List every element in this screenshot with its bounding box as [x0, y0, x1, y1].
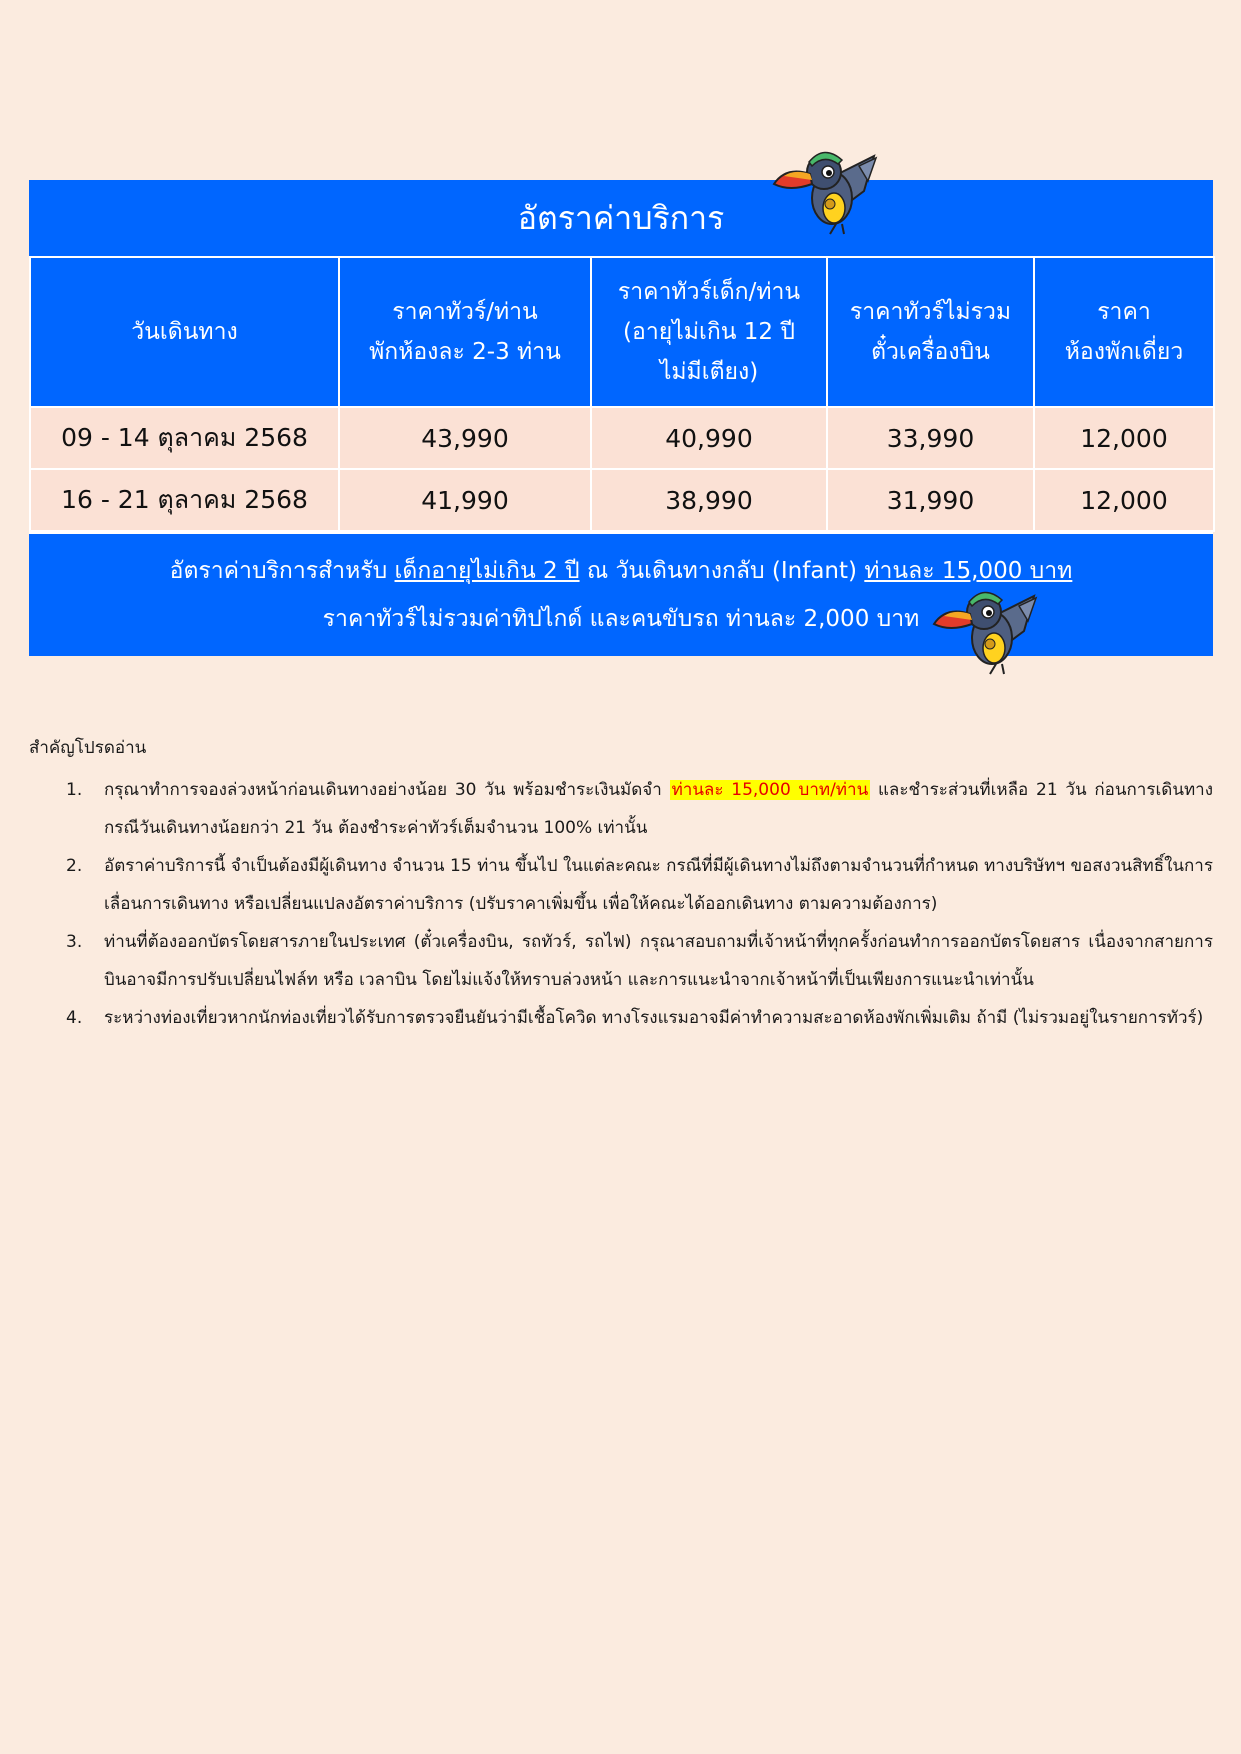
tip-note: ราคาทัวร์ไม่รวมค่าทิปไกด์ และคนขับรถ ท่านละ 2,000 บาท: [322, 606, 920, 632]
travel-date: 09 - 14 ตุลาคม 2568: [30, 407, 339, 469]
list-item: [29, 923, 1213, 999]
rates-table: [29, 256, 1215, 532]
header-travel-date: วันเดินทาง: [30, 257, 339, 407]
adult-price: 43,990: [339, 407, 591, 469]
item-number: 4.: [66, 1008, 83, 1028]
item-number: 2.: [66, 856, 83, 876]
child-price: 40,990: [591, 407, 827, 469]
no-flight-price: 33,990: [827, 407, 1034, 469]
travel-date: 16 - 21 ตุลาคม 2568: [30, 469, 339, 531]
list-item: [29, 847, 1213, 923]
item-number: 1.: [66, 780, 83, 800]
item-text: ระหว่างท่องเที่ยวหากนักท่องเที่ยวได้รับการตรวจยืนยันว่ามีเชื้อโควิด ทางโรงแรมอาจมีค่าทำความสะอาดห้องพักเพิ่มเติม ถ้ามี (ไม่รวมอยู่ในรายการทัวร์): [104, 1008, 1204, 1028]
important-list: [29, 771, 1213, 1037]
infant-note: อัตราค่าบริการสำหรับ เด็กอายุไม่เกิน 2 ปี ณ วันเดินทางกลับ (Infant) ท่านละ 15,000 บาท: [169, 558, 1073, 584]
price-block: [29, 180, 1213, 656]
item-number: 3.: [66, 932, 83, 952]
header-single-room: ราคา ห้องพักเดี่ยว: [1034, 257, 1214, 407]
item-text: กรุณาทำการจองล่วงหน้าก่อนเดินทางอย่างน้อย 30 วัน พร้อมชำระเงินมัดจำ ท่านละ 15,000 บาท/ท่าน และชำระส่วนที่เหลือ 21 วัน ก่อนการเดินทาง กรณีวันเดินทางน้อยกว่า 21 วัน ต้องชำระค่าทัวร์เต็มจำนวน 100% เท่านั้น: [104, 780, 1213, 838]
header-child-price: ราคาทัวร์เด็ก/ท่าน (อายุไม่เกิน 12 ปี ไม่มีเตียง): [591, 257, 827, 407]
list-item: [29, 999, 1213, 1037]
toucan-mascot-icon: [924, 576, 1044, 686]
no-flight-price: 31,990: [827, 469, 1034, 531]
item-text: อัตราค่าบริการนี้ จำเป็นต้องมีผู้เดินทาง จำนวน 15 ท่าน ขึ้นไป ในแต่ละคณะ กรณีที่มีผู้เดินทางไม่ถึงตามจำนวนที่กำหนด ทางบริษัทฯ ขอสงวนสิทธิ์ในการเลื่อนการเดินทาง หรือเปลี่ยนแปลงอัตราค่าบริการ (ปรับราคาเพิ่มขึ้น เพื่อให้คณะได้ออกเดินทาง ตามความต้องการ): [104, 856, 1213, 914]
rates-title-bar: [29, 180, 1213, 256]
header-no-flight-price: ราคาทัวร์ไม่รวม ตั๋วเครื่องบิน: [827, 257, 1034, 407]
adult-price: 41,990: [339, 469, 591, 531]
item-text: ท่านที่ต้องออกบัตรโดยสารภายในประเทศ (ตั๋วเครื่องบิน, รถทัวร์, รถไฟ) กรุณาสอบถามที่เจ้าหน้าที่ทุกครั้งก่อนทำการออกบัตรโดยสาร เนื่องจากสายการบินอาจมีการปรับเปลี่ยนไฟล์ท หรือ เวลาบิน โดยไม่แจ้งให้ทราบล่วงหน้า และการแนะนำจากเจ้าหน้าที่เป็นเพียงการแนะนำเท่านั้น: [104, 932, 1213, 990]
list-item: [29, 771, 1213, 847]
child-price: 38,990: [591, 469, 827, 531]
important-notes: [29, 734, 1213, 1037]
single-room-price: 12,000: [1034, 407, 1214, 469]
table-row: [30, 469, 1214, 531]
toucan-mascot-icon: [764, 136, 884, 246]
single-room-price: 12,000: [1034, 469, 1214, 531]
rates-header-row: [30, 257, 1214, 407]
header-adult-price: ราคาทัวร์/ท่าน พักห้องละ 2-3 ท่าน: [339, 257, 591, 407]
deposit-highlight: ท่านละ 15,000 บาท/ท่าน: [671, 780, 869, 800]
table-row: [30, 407, 1214, 469]
rates-note-bar: [29, 532, 1213, 656]
rates-title: อัตราค่าบริการ: [517, 198, 725, 237]
important-heading: สำคัญโปรดอ่าน: [29, 738, 147, 758]
